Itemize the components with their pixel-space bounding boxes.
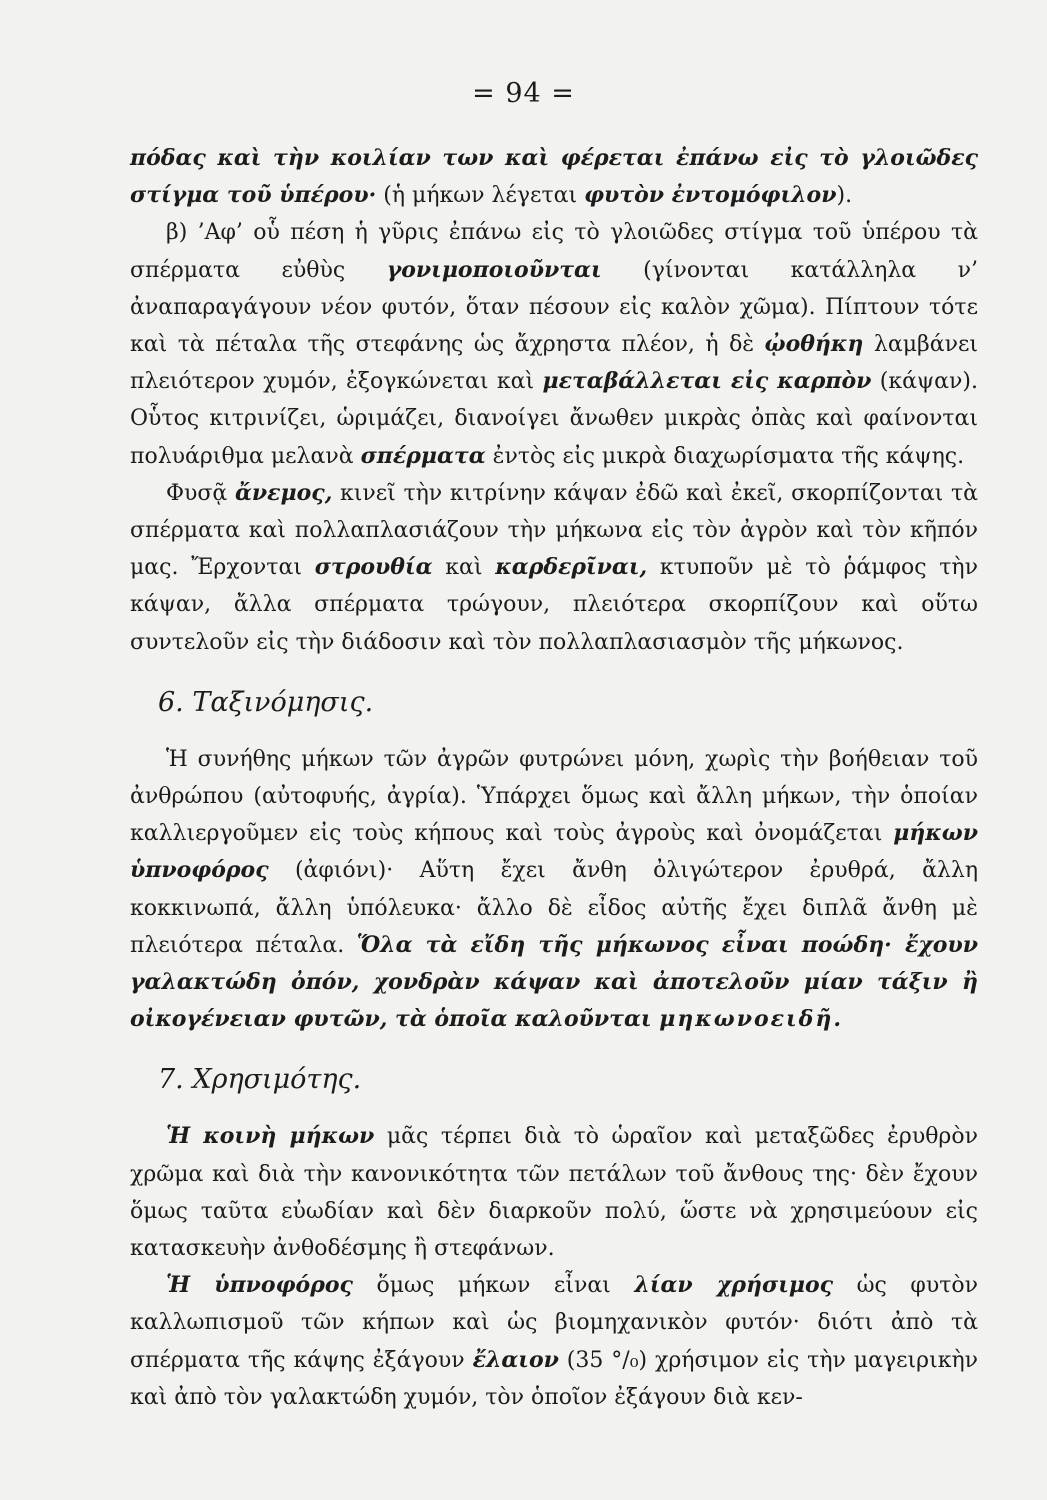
text-run: Φυσᾷ — [166, 480, 235, 506]
paragraph-common-poppy — [130, 1118, 978, 1267]
text-run: (κάψαν). Οὗτος κιτρινίζει, ὡριμάζει, διανοίγει ἄνωθεν μικρὰς ὀπὰς καὶ φαίνονται πολυάριθμα μελανὰ — [130, 369, 978, 469]
paragraph-opium-poppy — [130, 1267, 978, 1416]
paragraph-classification — [130, 741, 978, 1039]
bold-phrase: ἔλαιον — [472, 1346, 559, 1373]
bold-phrase: Ἡ κοινὴ μήκων — [166, 1123, 375, 1150]
text-run: ἐντὸς εἰς μικρὰ διαχωρίσματα τῆς κάψης. — [485, 443, 965, 469]
body-text — [130, 140, 978, 1416]
text-run: (ἀφιόνι)· Αὕτη ἔχει ἄνθη ὀλιγώτερον ἐρυθρά, ἄλλη κοκκινωπά, ἄλλη ὑπόλευκα· ἄλλο δὲ εἶδος αὐτῆς ἔχει διπλᾶ ἄνθη μὲ πλειότερα πέταλα. — [130, 858, 978, 958]
bold-phrase: Ὅλα τὰ εἴδη τῆς μήκωνος εἶναι ποώδη· ἔχουν γαλακτώδη ὀπόν, χονδρὰν κάψαν καὶ ἀποτελοῦν μίαν τάξιν ἢ οἰκογένειαν φυτῶν, τὰ ὁποῖα καλοῦνται — [130, 931, 978, 1033]
page-number: = 94 = — [472, 78, 575, 109]
text-run: καὶ — [432, 555, 496, 581]
bold-phrase: πόδας καὶ τὴν κοιλίαν των καὶ φέρεται ἐπάνω εἰς τὸ γλοιῶδες στίγμα τοῦ ὑπέρου· — [130, 145, 978, 209]
text-run: λαμβάνει πλειότερον χυμόν, ἐξογκώνεται καὶ — [130, 332, 978, 395]
text-run: (γίνονται κατάλληλα ν’ ἀναπαραγάγουν νέον φυτόν, ὅταν πέσουν εἰς καλὸν χῶμα). Πίπτουν τότε καὶ τὰ πέταλα τῆς στεφάνης ὡς ἄχρηστα πλέον, ἡ δὲ — [130, 257, 978, 358]
section-heading-usefulness: 7. Χρησιμότης. — [158, 1064, 362, 1096]
text-run: ). — [836, 183, 853, 209]
bold-phrase: ᾠοθήκη — [764, 331, 864, 358]
bold-phrase: καρδερῖναι, — [495, 554, 648, 581]
text-run: μᾶς τέρπει διὰ τὸ ὡραῖον καὶ μεταξῶδες ἐρυθρὸν χρῶμα καὶ διὰ τὴν κανονικότητα τῶν πετάλων τοῦ ἄνθους της· δὲν ἔχουν ὅμως ταῦτα εὐωδίαν καὶ δὲν διαρκοῦν πολύ, ὥστε νὰ χρησιμεύουν εἰς κατασκευὴν ἀνθοδέσμης ἢ στεφάνων. — [130, 1124, 978, 1262]
paragraph-dispersal — [130, 475, 978, 661]
bold-phrase: σπέρματα — [360, 442, 486, 469]
section-heading-classification: 6. Ταξινόμησις. — [158, 686, 374, 718]
bold-phrase: λίαν χρήσιμος — [634, 1272, 834, 1299]
bold-phrase: γονιμοποιοῦνται — [386, 256, 602, 283]
text-run: (ἡ μήκων λέγεται — [376, 183, 585, 209]
bold-phrase: στρουθία — [314, 554, 433, 581]
text-run: ὅμως μήκων εἶναι — [352, 1273, 635, 1299]
text-run: ὡς φυτὸν καλλωπισμοῦ τῶν κήπων καὶ ὡς βιομηχανικὸν φυτόν· διότι ἀπὸ τὰ σπέρματα τῆς κάψης ἐξάγουν — [130, 1273, 978, 1373]
text-run: β) ’Αφ’ οὗ πέση ἡ γῦρις ἐπάνω εἰς τὸ γλοιῶδες στίγμα τοῦ ὑπέρου τὰ σπέρματα εὐθὺς — [130, 220, 978, 283]
text-run: κτυποῦν μὲ τὸ ῥάμφος τὴν κάψαν, ἄλλα σπέρματα τρώγουν, πλειότερα σκορπίζουν καὶ οὕτω συντελοῦν εἰς τὴν διάδοσιν καὶ τὸν πολλαπλασιασμὸν τῆς μήκωνος. — [130, 555, 978, 655]
text-run: κινεῖ τὴν κιτρίνην κάψαν ἐδῶ καὶ ἐκεῖ, σκορπίζονται τὰ σπέρματα καὶ πολλαπλασιάζουν τὴν μήκωνα εἰς τὸν ἀγρὸν καὶ τὸν κῆπόν μας. Ἔρχονται — [130, 480, 978, 581]
paragraph-continuation — [130, 140, 978, 214]
bold-phrase: Ἡ ὑπνοφόρος — [166, 1272, 353, 1299]
bold-phrase: ἄνεμος, — [234, 479, 333, 506]
bold-phrase: φυτὸν ἐντομόφιλον — [584, 182, 837, 209]
bold-phrase: μήκων ὑπνοφόρος — [130, 820, 978, 884]
text-run: (35 °/₀) χρήσιμον εἰς τὴν μαγειρικὴν καὶ ἀπὸ τὸν γαλακτώδη χυμόν, τὸν ὁποῖον ἐξάγουν διὰ κεν- — [130, 1347, 978, 1410]
paragraph-fertilization — [130, 214, 978, 474]
spaced-bold-term: μηκωνοειδῆ. — [659, 1006, 844, 1033]
text-run: Ἡ συνήθης μήκων τῶν ἀγρῶν φυτρώνει μόνη, χωρὶς τὴν βοήθειαν τοῦ ἀνθρώπου (αὐτοφυής, ἀγρία). Ὑπάρχει ὅμως καὶ ἄλλη μήκων, τὴν ὁποίαν καλλιεργοῦμεν εἰς τοὺς κήπους καὶ τοὺς ἀγροὺς καὶ ὀνομάζεται — [130, 746, 978, 847]
bold-phrase: μεταβάλλεται εἰς καρπὸν — [542, 368, 872, 395]
